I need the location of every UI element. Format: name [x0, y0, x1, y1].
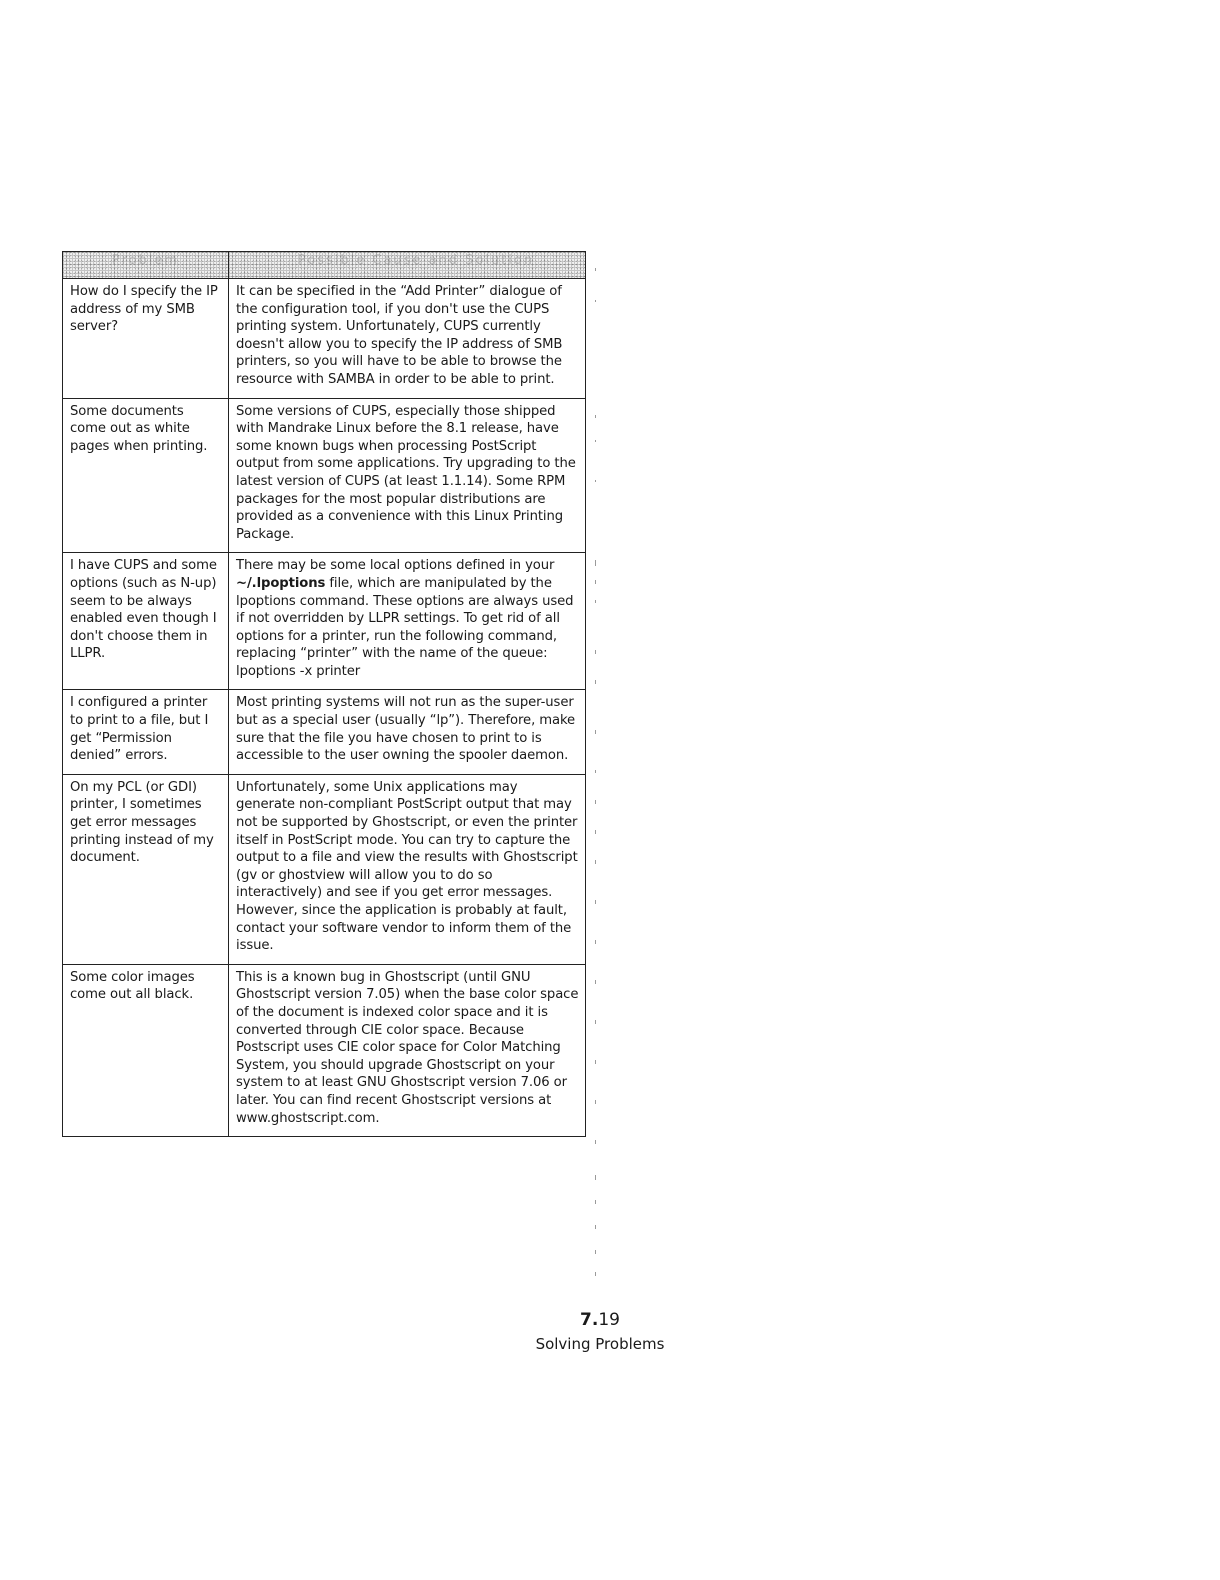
scan-mark — [595, 1250, 596, 1254]
scan-mark — [595, 830, 596, 834]
chapter-number: 7. — [580, 1310, 599, 1330]
scan-mark — [595, 1272, 596, 1276]
page-footer — [530, 1308, 670, 1356]
table-row — [63, 398, 586, 553]
scan-mark — [595, 600, 596, 603]
scan-mark — [595, 560, 596, 566]
scan-mark — [595, 1020, 596, 1024]
scan-mark — [595, 900, 596, 904]
troubleshooting-table — [62, 251, 586, 1137]
solution-cell: This is a known bug in Ghostscript (until GNU Ghostscript version 7.05) when the base color space of the document is indexed color space and it is converted through CIE color space. Because Postscript uses CIE color space for Color Matching System, you should upgrade Ghostscript on your system to at least GNU Ghostscript version 7.06 or later. You can find recent Ghostscript versions at www.ghostscript.com. — [229, 964, 586, 1136]
scan-mark — [595, 860, 596, 864]
problem-cell: Some documents come out as white pages when printing. — [63, 398, 229, 553]
page-number — [530, 1308, 670, 1332]
scan-mark — [595, 1060, 596, 1064]
table-row — [63, 279, 586, 399]
problem-column-header: Problem — [63, 252, 229, 279]
lpoptions-filename: ~/.lpoptions — [236, 575, 326, 591]
table-row — [63, 774, 586, 964]
problem-cell: Some color images come out all black. — [63, 964, 229, 1136]
scan-mark — [595, 1100, 596, 1104]
scan-mark — [595, 800, 596, 804]
scan-mark — [595, 1175, 596, 1180]
problem-cell: I have CUPS and some options (such as N-up) seem to be always enabled even though I don't choose them in LLPR. — [63, 553, 229, 690]
solution-cell: Most printing systems will not run as the super-user but as a special user (usually “lp”). Therefore, make sure that the file you have chosen to print to is accessible to the user owning the spooler daemon. — [229, 690, 586, 774]
scan-mark — [595, 940, 596, 944]
scan-mark — [595, 300, 596, 302]
scan-mark — [595, 1140, 596, 1144]
problem-cell: I configured a printer to print to a file, but I get “Permission denied” errors. — [63, 690, 229, 774]
scan-mark — [595, 980, 596, 984]
scan-mark — [595, 650, 596, 654]
page-number-value: 19 — [598, 1310, 620, 1330]
solution-cell: It can be specified in the “Add Printer” dialogue of the configuration tool, if you don't use the CUPS printing system. Unfortunately, CUPS currently doesn't allow you to specify the IP address of SMB printers, so you will have to be able to browse the resource with SAMBA in order to be able to print. — [229, 279, 586, 399]
scan-mark — [595, 580, 596, 584]
scan-mark — [595, 440, 596, 442]
scan-mark — [595, 1225, 596, 1229]
solution-text: There may be some local options defined in your — [236, 558, 555, 574]
solution-cell: Unfortunately, some Unix applications may generate non-compliant PostScript output that may not be supported by Ghostscript, or even the printer itself in PostScript mode. You can try to capture the output to a file and view the results with Ghostscript (gv or ghostview will allow you to do so interactively) and see if you get error messages. However, since the application is probably at fault, contact your software vendor to inform them of the issue. — [229, 774, 586, 964]
table-header-row — [63, 252, 586, 279]
section-title: Solving Problems — [535, 1335, 665, 1353]
scan-mark — [595, 415, 596, 418]
cause-column-header: Possible Cause and Solution — [229, 252, 586, 279]
table-row — [63, 553, 586, 690]
problem-cell: How do I specify the IP address of my SMB server? — [63, 279, 229, 399]
scan-mark — [595, 730, 596, 734]
scan-mark — [595, 1200, 596, 1204]
scan-mark — [595, 680, 596, 684]
table-row — [63, 964, 586, 1136]
scan-mark — [595, 268, 596, 271]
problem-cell: On my PCL (or GDI) printer, I sometimes get error messages printing instead of my document. — [63, 774, 229, 964]
scan-mark — [595, 770, 596, 773]
solution-cell — [229, 553, 586, 690]
scan-mark — [595, 480, 596, 482]
table-row — [63, 690, 586, 774]
solution-cell: Some versions of CUPS, especially those shipped with Mandrake Linux before the 8.1 release, have some known bugs when processing PostScript output from some applications. Try upgrading to the latest version of CUPS (at least 1.1.14). Some RPM packages for the most popular distributions are provided as a convenience with this Linux Printing Package. — [229, 398, 586, 553]
solution-text: file, which are manipulated by the lpoptions command. These options are always used if not overridden by LLPR settings. To get rid of all options for a printer, run the following command, replacing “printer” with the name of the queue: lpoptions -x printer — [236, 575, 574, 679]
